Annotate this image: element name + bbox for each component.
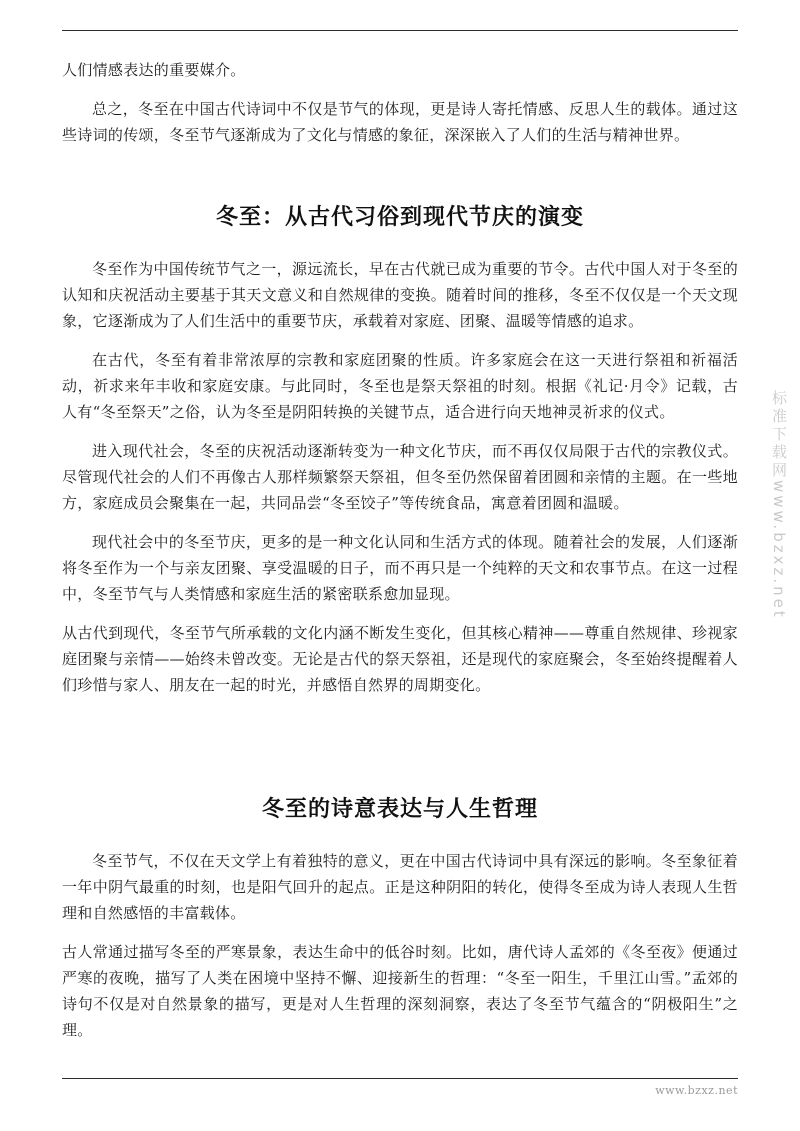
paragraph: 古人常通过描写冬至的严寒景象，表达生命中的低谷时刻。比如，唐代诗人孟郊的《冬至夜》便通过严寒的夜晚，描写了人类在困境中坚持不懈、迎接新生的哲理：“冬至一阳生，千里江山雪。”孟郊的诗句不仅是对自然景象的描写，更是对人生哲理的深刻洞察，表达了冬至节气蕴含的“阴极阳生”之理。: [62, 943, 738, 1039]
footer-rule: [62, 1078, 738, 1079]
paragraph-continuation: 人们情感表达的重要媒介。: [62, 61, 246, 79]
paragraph: 进入现代社会，冬至的庆祝活动逐渐转变为一种文化节庆，而不再仅仅局限于古代的宗教仪式。尽管现代社会的人们不再像古人那样频繁祭天祭祖，但冬至仍然保留着团圆和亲情的主题。在一些地方，家庭成员会聚集在一起，共同品尝“冬至饺子”等传统食品，寓意着团圆和温暖。: [62, 442, 738, 512]
section-heading-1: 冬至：从古代习俗到现代节庆的演变: [215, 204, 584, 229]
document-body: [62, 30, 738, 1056]
paragraph: 现代社会中的冬至节庆，更多的是一种文化认同和生活方式的体现。随着社会的发展，人们逐渐将冬至作为一个与亲友团聚、享受温暖的日子，而不再只是一个纯粹的天文和农事节点。在这一过程中，冬至节气与人类情感和家庭生活的紧密联系愈加显现。: [62, 533, 738, 603]
footer-url: www.bzxz.net: [655, 1084, 738, 1097]
paragraph: 在古代，冬至有着非常浓厚的宗教和家庭团聚的性质。许多家庭会在这一天进行祭祖和祈福活动，祈求来年丰收和家庭安康。与此同时，冬至也是祭天祭祖的时刻。根据《礼记·月令》记载，古人有“冬至祭天”之俗，认为冬至是阴阳转换的关键节点，适合进行向天地神灵祈求的仪式。: [62, 351, 738, 421]
paragraph: 冬至作为中国传统节气之一，源远流长，早在古代就已成为重要的节令。古代中国人对于冬至的认知和庆祝活动主要基于其天文意义和自然规律的变换。随着时间的推移，冬至不仅仅是一个天文现象，它逐渐成为了人们生活中的重要节庆，承载着对家庭、团聚、温暖等情感的追求。: [62, 260, 738, 330]
section-heading-2: 冬至的诗意表达与人生哲理: [261, 796, 538, 821]
paragraph: 冬至节气，不仅在天文学上有着独特的意义，更在中国古代诗词中具有深远的影响。冬至象征着一年中阴气最重的时刻，也是阳气回升的起点。正是这种阴阳的转化，使得冬至成为诗人表现人生哲理和自然感悟的丰富载体。: [62, 852, 738, 922]
paragraph: 从古代到现代，冬至节气所承载的文化内涵不断发生变化，但其核心精神——尊重自然规律、珍视家庭团聚与亲情——始终未曾改变。无论是古代的祭天祭祖，还是现代的家庭聚会，冬至始终提醒着人们珍惜与家人、朋友在一起的时光，并感悟自然界的周期变化。: [62, 624, 738, 694]
side-watermark: 标准下载网www.bzxz.net: [770, 390, 788, 620]
paragraph: 总之，冬至在中国古代诗词中不仅是节气的体现，更是诗人寄托情感、反思人生的载体。通过这些诗词的传颂，冬至节气逐渐成为了文化与情感的象征，深深嵌入了人们的生活与精神世界。: [62, 100, 738, 144]
